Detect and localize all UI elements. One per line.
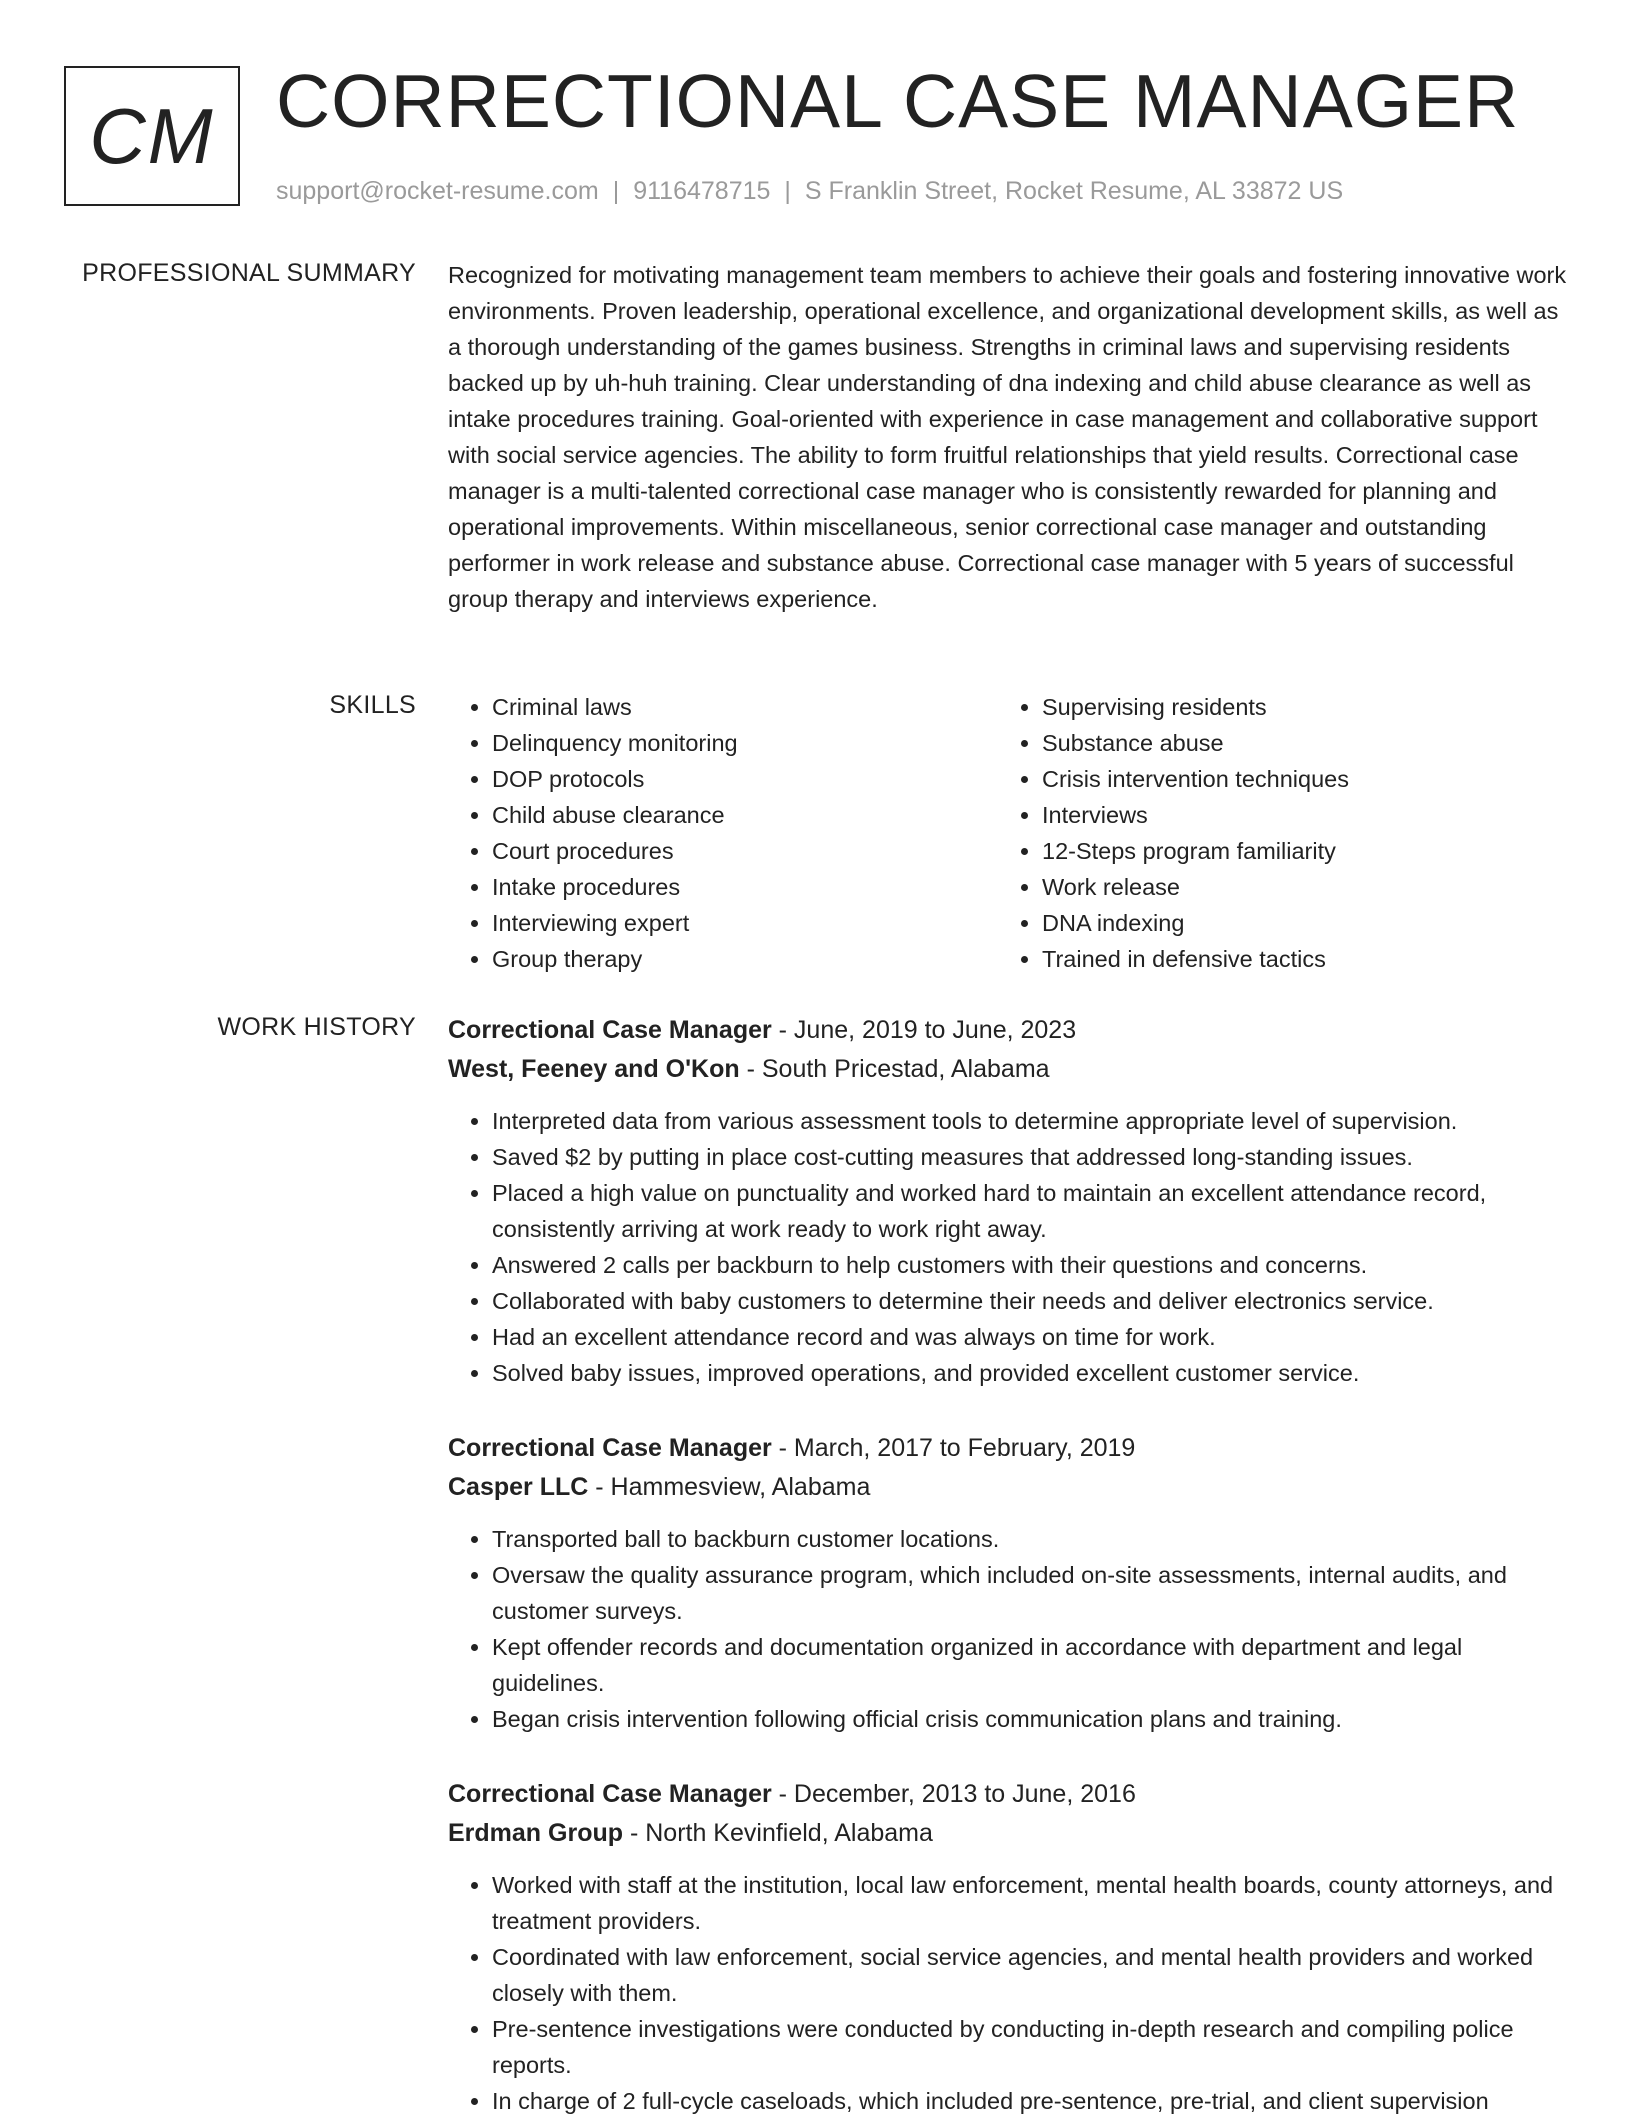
contact-line — [276, 175, 1343, 207]
job-bullet: • Worked with staff at the institution, local law enforcement, mental health boards, county attorneys, and treatment providers. — [492, 1867, 1568, 1939]
job-bullet: • Pre-sentence investigations were conducted by conducting in-depth research and compiling police reports. — [492, 2011, 1568, 2083]
contact-separator: | — [612, 177, 620, 205]
summary-text: Recognized for motivating management team members to achieve their goals and fostering innovative work environments. Proven leadership, operational excellence, and organizational development skills, as well as a thorough understanding of the games business. Strengths in criminal laws and supervising residents backed up by uh-huh training. Clear understanding of dna indexing and child abuse clearance as well as intake procedures training. Goal-oriented with experience in case management and collaborative support with social service agencies. The ability to form fruitful relationships that yield results. Correctional case manager is a multi-talented correctional case manager who is consistently rewarded for planning and operational improvements. Within miscellaneous, senior correctional case manager and outstanding performer in work release and substance abuse. Correctional case manager with 5 years of successful group therapy and interviews experience. — [448, 262, 1567, 612]
skill-item: • Crisis intervention techniques — [1042, 761, 1548, 797]
monogram-initials: CM — [89, 91, 215, 180]
job-company-line — [448, 1050, 1568, 1089]
job-company-line — [448, 1468, 1568, 1507]
job-title: Correctional Case Manager — [448, 1780, 772, 1808]
job-bullet: • In charge of 2 full-cycle caseloads, which included pre-sentence, pre-trial, and client supervision — [492, 2083, 1568, 2119]
job-location: - Hammesview, Alabama — [588, 1473, 871, 1501]
skill-item: • Court procedures — [492, 833, 998, 869]
skills-list-right — [998, 689, 1548, 977]
skill-item: • Interviews — [1042, 797, 1548, 833]
contact-phone: 9116478715 — [633, 177, 771, 205]
job-entry — [448, 1775, 1568, 2119]
job-company: West, Feeney and O'Kon — [448, 1055, 740, 1083]
job-bullet: • Collaborated with baby customers to determine their needs and deliver electronics service. — [492, 1283, 1568, 1319]
job-bullet: • Solved baby issues, improved operations, and provided excellent customer service. — [492, 1355, 1568, 1391]
job-bullet-list — [448, 1867, 1568, 2119]
job-bullet: • Had an excellent attendance record and was always on time for work. — [492, 1319, 1568, 1355]
skill-item: • DOP protocols — [492, 761, 998, 797]
job-bullet: • Began crisis intervention following official crisis communication plans and training. — [492, 1701, 1568, 1737]
skills-columns — [448, 689, 1568, 977]
job-location: - South Pricestad, Alabama — [739, 1055, 1050, 1083]
contact-address: S Franklin Street, Rocket Resume, AL 33872 US — [804, 177, 1344, 205]
job-bullet-list — [448, 1521, 1568, 1737]
job-title: Correctional Case Manager — [448, 1434, 772, 1462]
skill-item: • Supervising residents — [1042, 689, 1548, 725]
skill-item: • Intake procedures — [492, 869, 998, 905]
job-dates: - June, 2019 to June, 2023 — [771, 1016, 1077, 1044]
skill-item: • Substance abuse — [1042, 725, 1548, 761]
job-company: Erdman Group — [448, 1819, 624, 1847]
job-bullet: • Oversaw the quality assurance program, which included on-site assessments, internal audits, and customer surveys. — [492, 1557, 1568, 1629]
job-bullet: • Interpreted data from various assessment tools to determine appropriate level of supervision. — [492, 1103, 1568, 1139]
job-dates: - December, 2013 to June, 2016 — [771, 1780, 1136, 1808]
job-bullet: • Saved $2 by putting in place cost-cutting measures that addressed long-standing issues. — [492, 1139, 1568, 1175]
skill-item: • Interviewing expert — [492, 905, 998, 941]
job-dates: - March, 2017 to February, 2019 — [771, 1434, 1136, 1462]
job-entry — [448, 1011, 1568, 1391]
job-company: Casper LLC — [448, 1473, 589, 1501]
job-company-line — [448, 1814, 1568, 1853]
skills-content — [448, 689, 1568, 977]
job-title-line — [448, 1429, 1568, 1468]
skill-item: • 12-Steps program familiarity — [1042, 833, 1548, 869]
page-title: CORRECTIONAL CASE MANAGER — [276, 59, 1520, 143]
contact-separator: | — [784, 177, 791, 205]
contact-email: support@rocket-resume.com — [276, 177, 599, 205]
skill-item: • Criminal laws — [492, 689, 998, 725]
skill-item: • Delinquency monitoring — [492, 725, 998, 761]
skill-item: • DNA indexing — [1042, 905, 1548, 941]
job-title: Correctional Case Manager — [448, 1016, 772, 1044]
monogram-box — [64, 66, 240, 206]
job-title-line — [448, 1775, 1568, 1814]
job-bullet: • Coordinated with law enforcement, social service agencies, and mental health providers and worked closely with them. — [492, 1939, 1568, 2011]
job-title-line — [448, 1011, 1568, 1050]
job-bullet: • Kept offender records and documentation organized in accordance with department and legal guidelines. — [492, 1629, 1568, 1701]
skill-item: • Trained in defensive tactics — [1042, 941, 1548, 977]
job-entry — [448, 1429, 1568, 1737]
job-location: - North Kevinfield, Alabama — [623, 1819, 933, 1847]
work-history-label: WORK HISTORY — [217, 1013, 416, 1041]
skills-label: SKILLS — [329, 691, 416, 719]
job-bullet-list — [448, 1103, 1568, 1391]
summary-content — [448, 257, 1568, 617]
job-bullet: • Placed a high value on punctuality and worked hard to maintain an excellent attendance record, consistently arriving at work ready to work right away. — [492, 1175, 1568, 1247]
work-history-content — [448, 1011, 1568, 2119]
job-bullet: • Answered 2 calls per backburn to help customers with their questions and concerns. — [492, 1247, 1568, 1283]
skill-item: • Child abuse clearance — [492, 797, 998, 833]
skill-item: • Group therapy — [492, 941, 998, 977]
summary-label: PROFESSIONAL SUMMARY — [82, 259, 416, 287]
skill-item: • Work release — [1042, 869, 1548, 905]
job-bullet: • Transported ball to backburn customer locations. — [492, 1521, 1568, 1557]
skills-list-left — [448, 689, 998, 977]
